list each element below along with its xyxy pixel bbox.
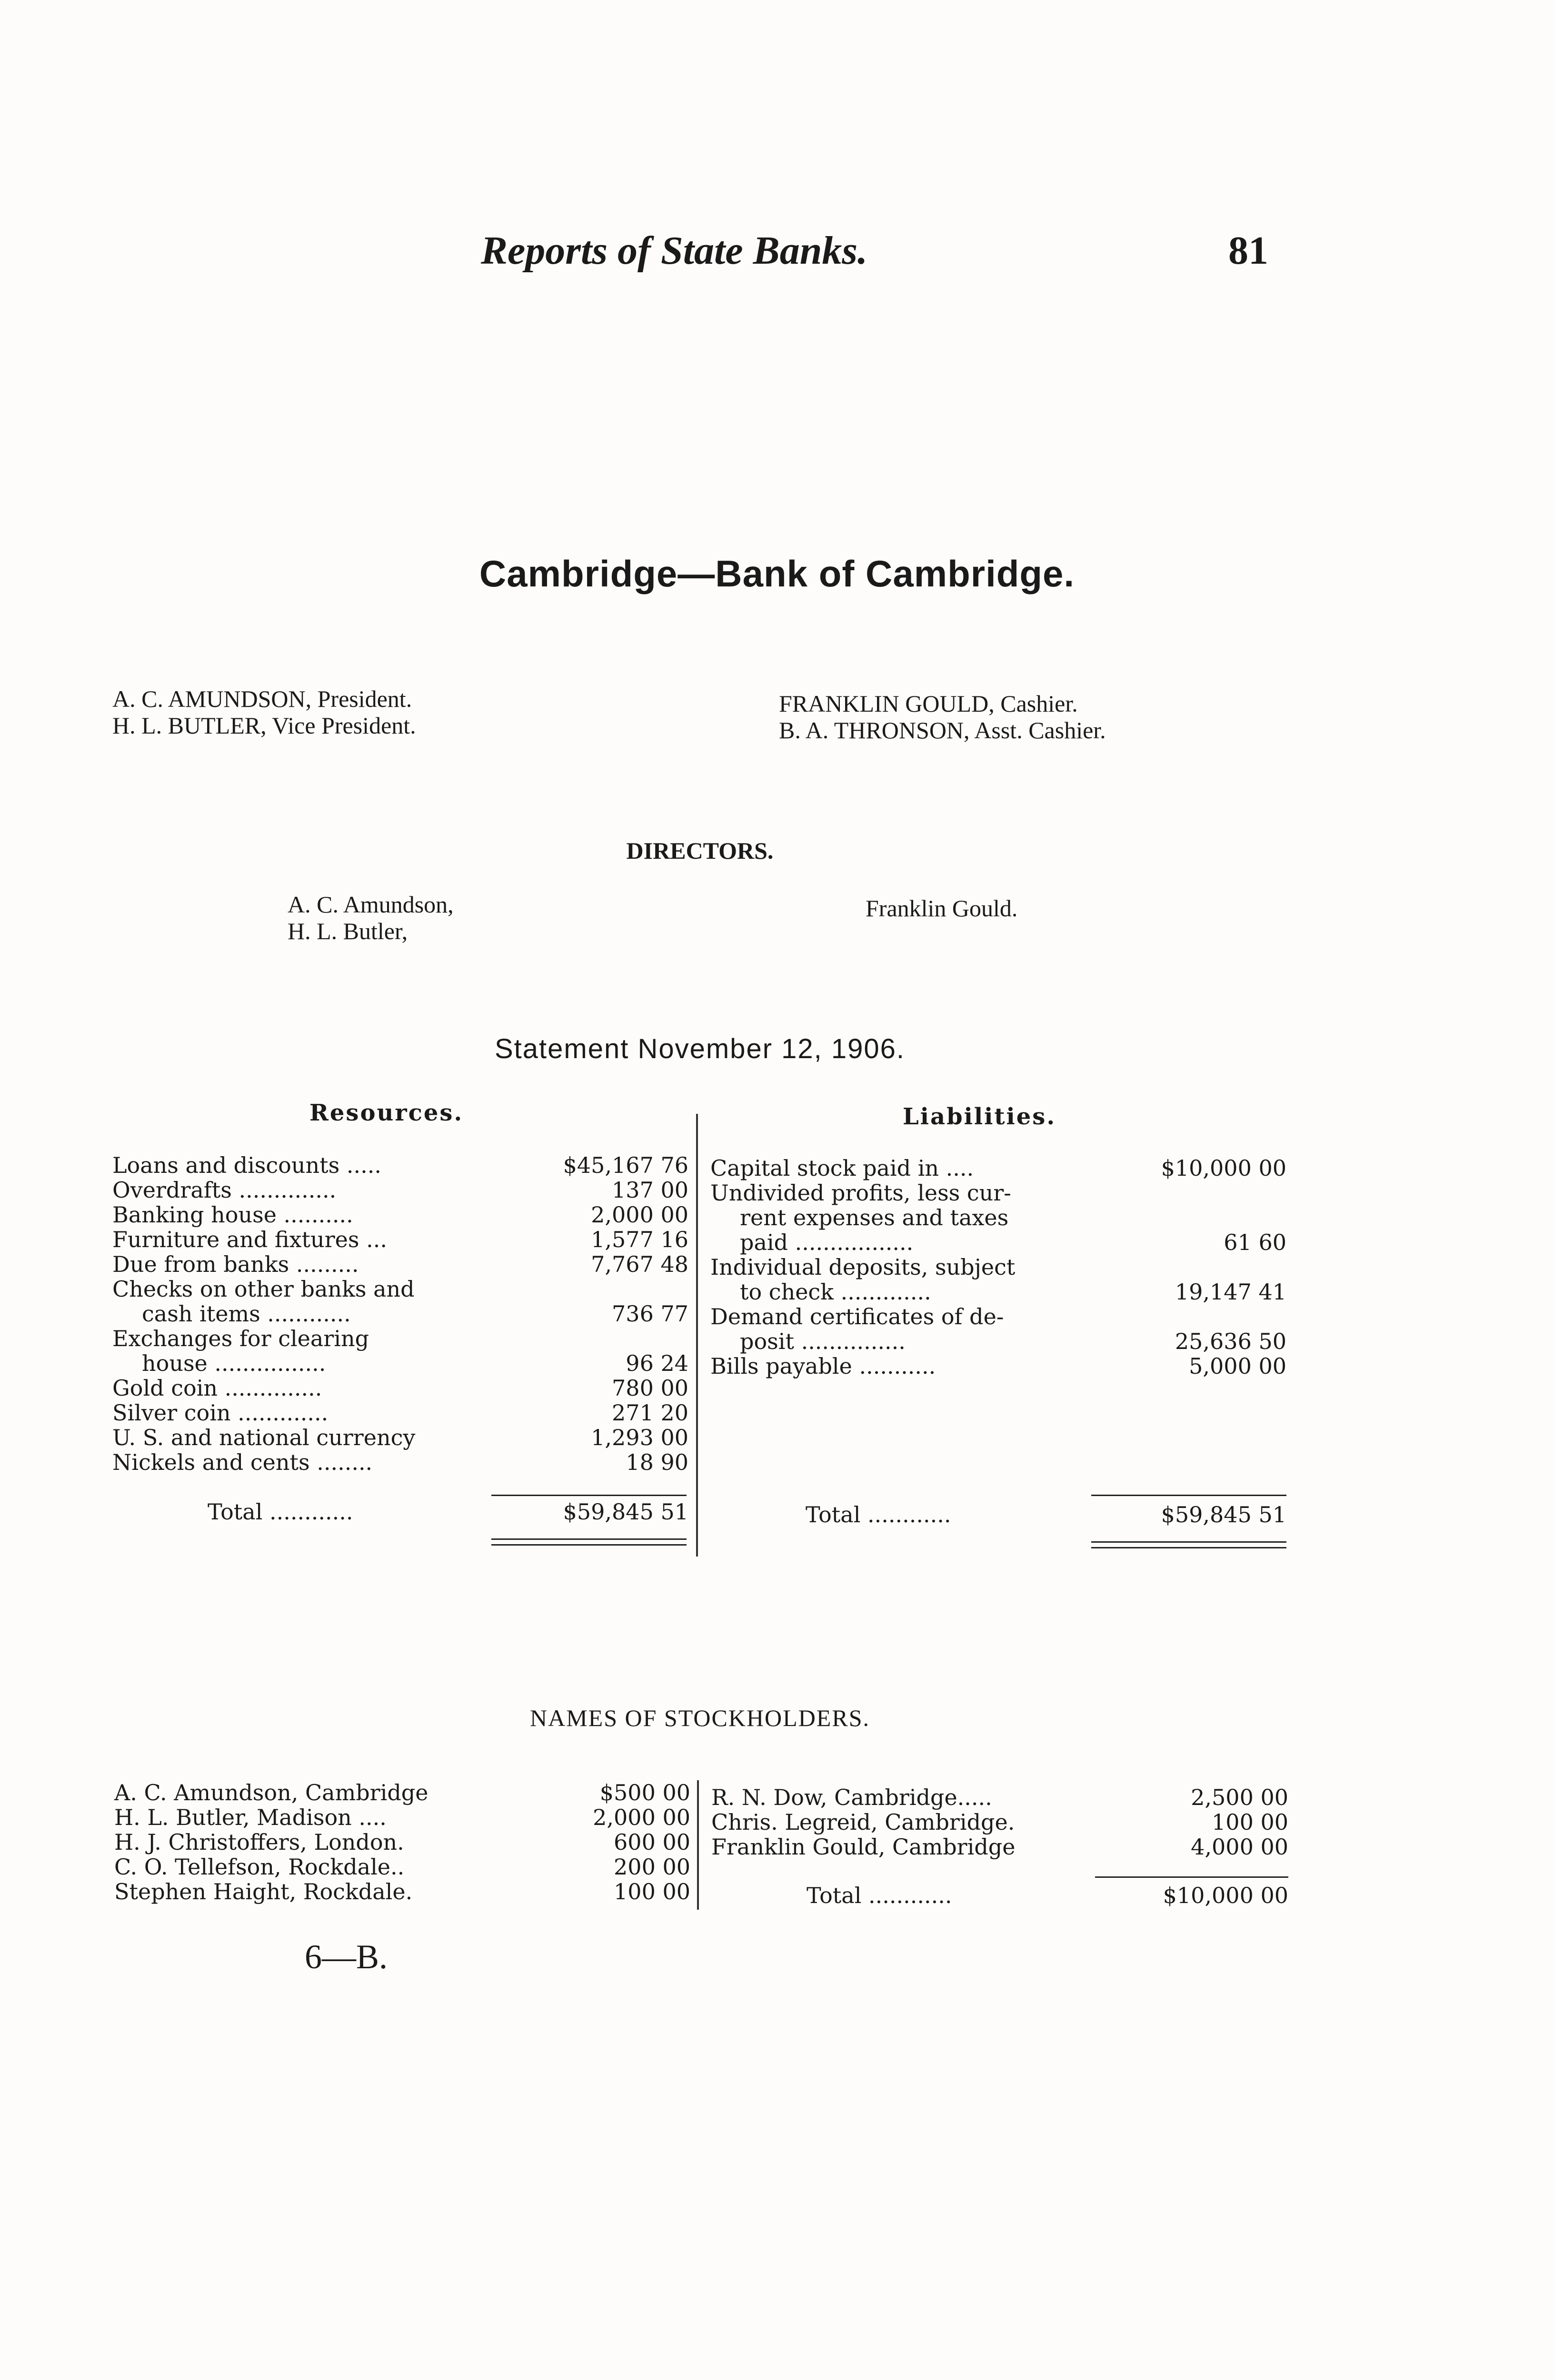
resource-row-amount: 736 77: [612, 1301, 688, 1327]
resource-row: [112, 1202, 688, 1227]
liability-row: [710, 1156, 1286, 1180]
resource-row-amount: 780 00: [612, 1375, 688, 1401]
liability-row-amount: 61 60: [1224, 1230, 1286, 1255]
resource-row-label: U. S. and national currency: [112, 1425, 416, 1450]
resources-total-amount: $59,845 51: [563, 1499, 688, 1525]
resource-row-label: Loans and discounts .....: [112, 1152, 381, 1178]
liabilities-total-label: Total ............: [806, 1502, 951, 1527]
liability-row-label: to check .............: [740, 1279, 931, 1305]
liabilities-table: [710, 1156, 1286, 1378]
stockholder-row: [114, 1830, 690, 1854]
liability-row: [710, 1180, 1286, 1205]
resource-row-amount: 2,000 00: [591, 1202, 688, 1228]
stockholder-row-label: H. L. Butler, Madison ....: [114, 1805, 387, 1830]
liability-row-label: posit ...............: [740, 1329, 906, 1354]
resource-row: [112, 1277, 688, 1301]
statement-title: Statement November 12, 1906.: [494, 1033, 906, 1064]
stockholders-heading: NAMES OF STOCKHOLDERS.: [529, 1705, 870, 1731]
director-name: Franklin Gould.: [866, 895, 1018, 922]
stockholders-total-rule: [1095, 1876, 1288, 1878]
resources-double-rule-1: [491, 1538, 687, 1540]
resource-row-label: Exchanges for clearing: [112, 1326, 369, 1351]
stockholder-row-label: Franklin Gould, Cambridge: [711, 1834, 1016, 1860]
resources-total-label: Total ............: [208, 1499, 353, 1525]
director-name: H. L. Butler,: [288, 918, 408, 944]
resource-row-label: Due from banks .........: [112, 1251, 359, 1277]
resource-row-label: Checks on other banks and: [112, 1276, 415, 1302]
officers-right: [779, 690, 1106, 744]
stockholder-row-label: Stephen Haight, Rockdale.: [114, 1879, 413, 1904]
liability-row-label: Undivided profits, less cur-: [710, 1180, 1011, 1206]
resource-row: [112, 1227, 688, 1252]
liability-row: [710, 1230, 1286, 1255]
resource-row-label: Banking house ..........: [112, 1202, 353, 1228]
liability-row-amount: $10,000 00: [1161, 1155, 1286, 1181]
resource-row: [112, 1376, 688, 1400]
resource-row-amount: 271 20: [612, 1400, 688, 1426]
page-number: 81: [1228, 228, 1268, 273]
liability-row: [710, 1279, 1286, 1304]
directors-left: [288, 891, 454, 944]
resource-row-amount: 137 00: [612, 1177, 688, 1203]
resource-row-label: Gold coin ..............: [112, 1375, 322, 1401]
stockholder-row-amount: 2,000 00: [593, 1805, 690, 1830]
officer-vice-president: H. L. BUTLER, Vice President.: [112, 712, 416, 739]
liabilities-double-rule-1: [1091, 1541, 1286, 1543]
directors-right: [866, 895, 1017, 922]
liability-row-label: Individual deposits, subject: [710, 1254, 1016, 1280]
stockholders-left-table: [114, 1780, 690, 1904]
stockholder-row: [711, 1785, 1288, 1810]
resource-row-amount: 1,293 00: [591, 1425, 688, 1450]
resource-row-label: Furniture and fixtures ...: [112, 1227, 387, 1252]
liability-row-amount: 19,147 41: [1175, 1279, 1286, 1305]
stockholder-row: [114, 1879, 690, 1904]
resource-row: [112, 1425, 688, 1450]
stockholder-row-amount: 600 00: [614, 1829, 690, 1855]
liability-row: [710, 1304, 1286, 1329]
stockholder-row-label: C. O. Tellefson, Rockdale..: [114, 1854, 405, 1880]
liabilities-heading: Liabilities.: [903, 1103, 1056, 1130]
liabilities-double-rule-2: [1091, 1547, 1286, 1548]
stockholders-total-amount: $10,000 00: [1163, 1883, 1288, 1908]
resource-row: [112, 1252, 688, 1277]
resource-row-label: Nickels and cents ........: [112, 1449, 373, 1475]
liability-row: [710, 1329, 1286, 1354]
resources-table: [112, 1153, 688, 1475]
liability-row: [710, 1255, 1286, 1279]
resource-row-label: Silver coin .............: [112, 1400, 329, 1426]
stockholders-total-row: [711, 1883, 1288, 1908]
resource-row-amount: $45,167 76: [563, 1152, 688, 1178]
stockholder-row-amount: 100 00: [1212, 1809, 1288, 1835]
liability-row-label: Bills payable ...........: [710, 1353, 936, 1379]
liability-row: [710, 1205, 1286, 1230]
resource-row: [112, 1153, 688, 1178]
stockholder-row-amount: 200 00: [614, 1854, 690, 1880]
resource-row-label: Overdrafts ..............: [112, 1177, 337, 1203]
liabilities-total-rule: [1091, 1495, 1286, 1496]
stockholder-row: [114, 1854, 690, 1879]
director-name: A. C. Amundson,: [288, 891, 454, 918]
resource-row-amount: 1,577 16: [591, 1227, 688, 1252]
stockholder-row: [114, 1780, 690, 1805]
resource-row-amount: 96 24: [626, 1350, 688, 1376]
stockholder-row: [114, 1805, 690, 1830]
stockholder-row-amount: $500 00: [599, 1780, 690, 1805]
resource-row-label: cash items ............: [142, 1301, 351, 1327]
stockholder-row-amount: 100 00: [614, 1879, 690, 1904]
stockholder-row-label: R. N. Dow, Cambridge.....: [711, 1785, 992, 1810]
resources-total-rule: [491, 1495, 687, 1496]
stockholder-row: [711, 1835, 1288, 1859]
officer-cashier: FRANKLIN GOULD, Cashier.: [779, 690, 1078, 717]
stockholder-row-label: A. C. Amundson, Cambridge: [114, 1780, 428, 1805]
stockholder-row-amount: 2,500 00: [1191, 1785, 1288, 1810]
stockholder-row-label: Chris. Legreid, Cambridge.: [711, 1809, 1015, 1835]
stockholder-row-amount: 4,000 00: [1191, 1834, 1288, 1860]
liability-row-amount: 25,636 50: [1175, 1329, 1286, 1354]
running-header-title: Reports of State Banks.: [481, 228, 868, 273]
liability-row-label: Demand certificates of de-: [710, 1304, 1004, 1329]
liabilities-total-amount: $59,845 51: [1161, 1502, 1286, 1527]
resources-heading: Resources.: [309, 1100, 464, 1126]
signature-mark: 6—B.: [305, 1938, 388, 1976]
liability-row-amount: 5,000 00: [1189, 1353, 1286, 1379]
resources-double-rule-2: [491, 1544, 687, 1546]
liability-row-label: paid .................: [740, 1230, 914, 1255]
directors-heading: DIRECTORS.: [626, 837, 774, 864]
officers-left: [112, 685, 416, 739]
resource-row: [112, 1351, 688, 1376]
stockholders-divider: [697, 1780, 699, 1910]
liability-row: [710, 1354, 1286, 1378]
stockholder-row: [711, 1810, 1288, 1835]
resource-row: [112, 1301, 688, 1326]
liability-row-label: Capital stock paid in ....: [710, 1155, 974, 1181]
resource-row: [112, 1178, 688, 1202]
officer-asst-cashier: B. A. THRONSON, Asst. Cashier.: [779, 717, 1106, 744]
resource-row: [112, 1400, 688, 1425]
stockholders-total-label: Total ............: [807, 1883, 952, 1908]
resources-total-row: [112, 1499, 688, 1524]
resource-row: [112, 1326, 688, 1351]
stockholder-row-label: H. J. Christoffers, London.: [114, 1829, 404, 1855]
resource-row: [112, 1450, 688, 1475]
officer-president: A. C. AMUNDSON, President.: [112, 685, 412, 712]
resource-row-amount: 7,767 48: [591, 1251, 688, 1277]
column-divider: [696, 1114, 698, 1557]
liability-row-label: rent expenses and taxes: [740, 1205, 1009, 1230]
resource-row-amount: 18 90: [626, 1449, 688, 1475]
resource-row-label: house ................: [142, 1350, 326, 1376]
stockholders-right-table: [711, 1785, 1288, 1859]
bank-title: Cambridge—Bank of Cambridge.: [479, 553, 1075, 595]
liabilities-total-row: [710, 1502, 1286, 1527]
